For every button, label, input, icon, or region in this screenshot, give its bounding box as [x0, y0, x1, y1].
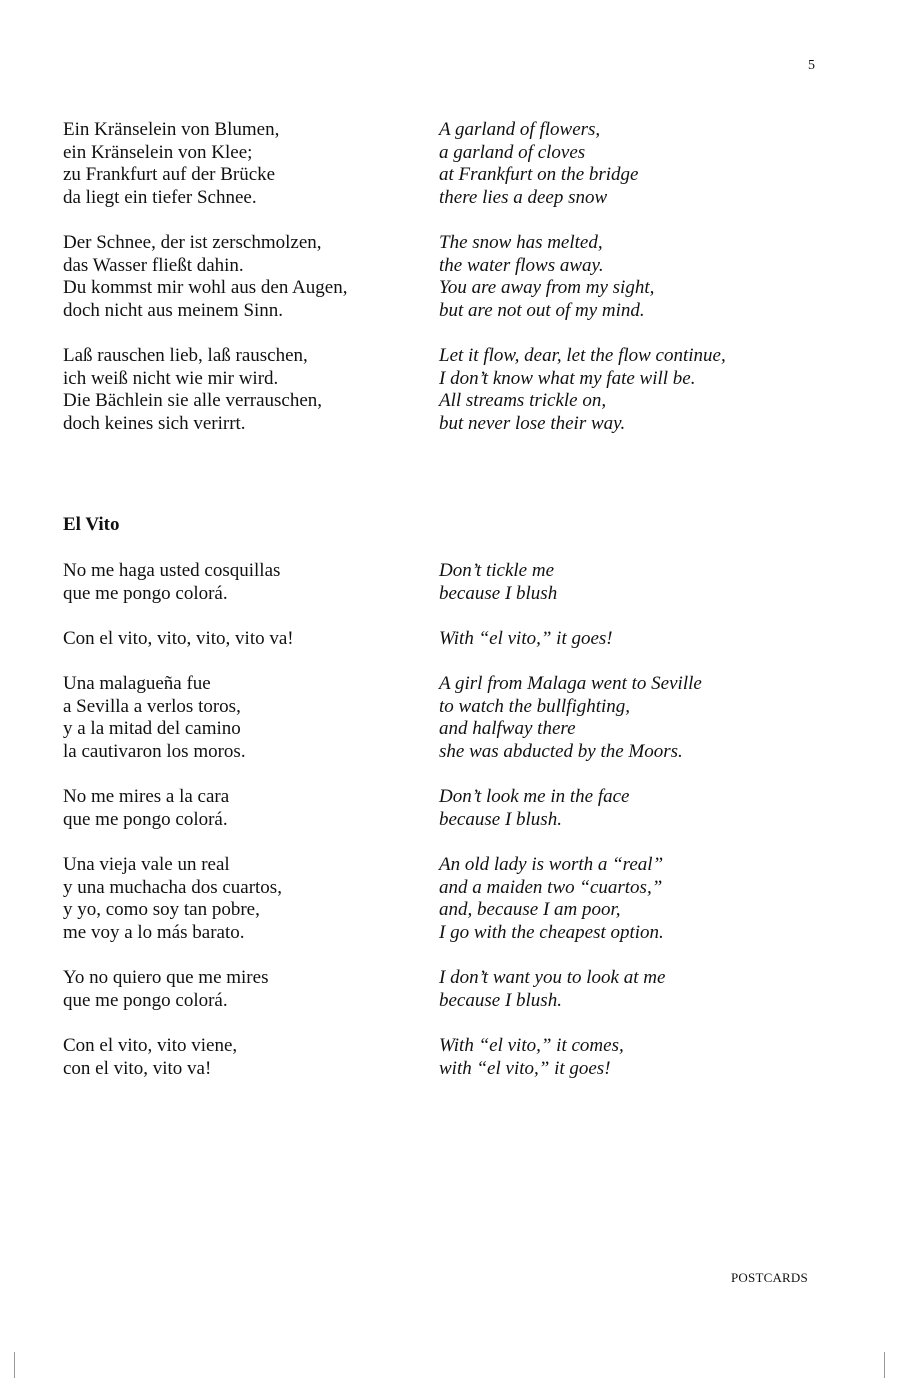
translation-text: A girl from Malaga went to Seville to watch the bullfighting, and halfway there she was abducted by the Moors.	[439, 673, 702, 762]
poem-2-title: El Vito	[63, 514, 120, 535]
left-margin-mark	[14, 1352, 15, 1378]
translation-text: Don’t look me in the face because I blush.	[439, 786, 630, 830]
translation-text: The snow has melted, the water flows away. You are away from my sight, but are not out of my mind.	[439, 232, 655, 321]
page-number: 5	[808, 58, 815, 73]
original-text: Con el vito, vito viene, con el vito, vito va!	[63, 1035, 238, 1079]
translation-text: Let it flow, dear, let the flow continue, I don’t know what my fate will be. All streams trickle on, but never lose their way.	[439, 345, 726, 434]
poem-2-stanza	[63, 1035, 823, 1080]
poem-1-stanza	[63, 232, 823, 322]
translation-text: With “el vito,” it comes, with “el vito,” it goes!	[439, 1035, 624, 1079]
original-text: Una vieja vale un real y una muchacha dos cuartos, y yo, como soy tan pobre, me voy a lo más barato.	[63, 854, 282, 943]
original-text: Yo no quiero que me mires que me pongo colorá.	[63, 967, 269, 1011]
poem-2-stanza	[63, 786, 823, 831]
original-text: Con el vito, vito, vito, vito va!	[63, 628, 294, 649]
original-text: Laß rauschen lieb, laß rauschen, ich weiß nicht wie mir wird. Die Bächlein sie alle verrauschen, doch keines sich verirrt.	[63, 345, 323, 434]
poem-2	[63, 560, 823, 1080]
translation-text: With “el vito,” it goes!	[439, 628, 613, 649]
translation-text: An old lady is worth a “real” and a maiden two “cuartos,” and, because I am poor, I go with the cheapest option.	[439, 854, 664, 943]
translation-text: A garland of flowers, a garland of cloves at Frankfurt on the bridge there lies a deep snow	[439, 119, 639, 208]
original-text: Ein Kränselein von Blumen, ein Kränselein von Klee; zu Frankfurt auf der Brücke da liegt ein tiefer Schnee.	[63, 119, 280, 208]
original-text: No me mires a la cara que me pongo colorá.	[63, 786, 230, 830]
original-text: No me haga usted cosquillas que me pongo colorá.	[63, 560, 281, 604]
poem-2-stanza	[63, 673, 823, 763]
original-text: Der Schnee, der ist zerschmolzen, das Wasser fließt dahin. Du kommst mir wohl aus den Augen, doch nicht aus meinem Sinn.	[63, 232, 348, 321]
poem-1	[63, 119, 823, 435]
right-margin-mark	[884, 1352, 885, 1378]
poem-1-stanza	[63, 345, 823, 435]
translation-text: I don’t want you to look at me because I blush.	[439, 967, 666, 1011]
original-text: Una malagueña fue a Sevilla a verlos toros, y a la mitad del camino la cautivaron los moros.	[63, 673, 246, 762]
poem-2-stanza	[63, 628, 823, 650]
poem-2-stanza	[63, 854, 823, 944]
running-footer: POSTCARDS	[731, 1270, 808, 1285]
poem-2-stanza	[63, 967, 823, 1012]
translation-text: Don’t tickle me because I blush	[439, 560, 558, 604]
poem-1-stanza	[63, 119, 823, 209]
poem-2-stanza	[63, 560, 823, 605]
